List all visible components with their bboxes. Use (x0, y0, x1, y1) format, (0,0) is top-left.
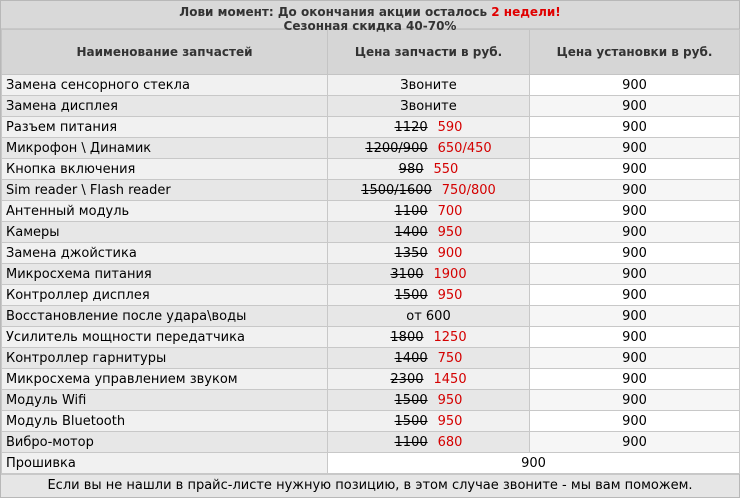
old-price: 1400 (394, 350, 428, 366)
sale-price: 750/800 (441, 182, 496, 198)
part-price (328, 201, 530, 222)
part-price (328, 369, 530, 390)
install-price: 900 (530, 369, 740, 390)
old-price: 3100 (390, 266, 424, 282)
old-price: 1350 (394, 245, 428, 261)
part-name: Камеры (2, 222, 328, 243)
table-row (2, 201, 740, 222)
install-price: 900 (530, 432, 740, 453)
table-row (2, 390, 740, 411)
part-price (328, 285, 530, 306)
table-row (2, 369, 740, 390)
table-row (2, 243, 740, 264)
price-table (1, 29, 740, 474)
old-price: 1100 (394, 434, 428, 450)
sale-price: 1900 (433, 266, 467, 282)
part-price (328, 96, 530, 117)
part-name: Разъем питания (2, 117, 328, 138)
install-price: 900 (530, 348, 740, 369)
part-price (328, 411, 530, 432)
firmware-row (2, 453, 740, 474)
install-price: 900 (530, 411, 740, 432)
table-row (2, 117, 740, 138)
table-row (2, 96, 740, 117)
part-name: Модуль Bluetooth (2, 411, 328, 432)
install-price: 900 (530, 117, 740, 138)
part-name: Восстановление после удара\воды (2, 306, 328, 327)
table-row (2, 411, 740, 432)
old-price: 2300 (390, 371, 424, 387)
part-price (328, 327, 530, 348)
footer-note: Если вы не нашли в прайс-листе нужную позицию, в этом случае звоните - мы вам поможем. (1, 474, 739, 497)
old-price: 1400 (394, 224, 428, 240)
install-price: 900 (530, 180, 740, 201)
table-body (2, 75, 740, 453)
price-note: Звоните (400, 77, 457, 93)
price-note: Звоните (400, 98, 457, 114)
sale-price: 950 (437, 413, 463, 429)
install-price: 900 (530, 264, 740, 285)
part-price (328, 117, 530, 138)
table-row (2, 306, 740, 327)
header-part-price: Цена запчасти в руб. (328, 30, 530, 75)
part-name: Микросхема управлением звуком (2, 369, 328, 390)
part-name: Модуль Wifi (2, 390, 328, 411)
part-name: Вибро-мотор (2, 432, 328, 453)
part-name: Контроллер гарнитуры (2, 348, 328, 369)
install-price: 900 (530, 159, 740, 180)
firmware-price: 900 (328, 453, 740, 474)
promo-line-1 (1, 5, 739, 19)
sale-price: 680 (437, 434, 463, 450)
table-row (2, 180, 740, 201)
table-row (2, 264, 740, 285)
part-name: Замена сенсорного стекла (2, 75, 328, 96)
part-name: Микрофон \ Динамик (2, 138, 328, 159)
table-row (2, 222, 740, 243)
table-row (2, 138, 740, 159)
seasonal-discount: Сезонная скидка 40-70% (283, 19, 457, 33)
sale-price: 950 (437, 392, 463, 408)
install-price: 900 (530, 243, 740, 264)
header-part-name: Наименование запчастей (2, 30, 328, 75)
sale-price: 1250 (433, 329, 467, 345)
part-price (328, 75, 530, 96)
table-row (2, 327, 740, 348)
old-price: 1500 (394, 392, 428, 408)
table-row (2, 348, 740, 369)
old-price: 1120 (394, 119, 428, 135)
sale-price: 950 (437, 287, 463, 303)
install-price: 900 (530, 96, 740, 117)
price-note: от 600 (406, 308, 451, 324)
part-name: Кнопка включения (2, 159, 328, 180)
part-price (328, 222, 530, 243)
install-price: 900 (530, 285, 740, 306)
table-row (2, 285, 740, 306)
promo-deadline: 2 недели! (491, 5, 561, 19)
table-header-row (2, 30, 740, 75)
install-price: 900 (530, 306, 740, 327)
install-price: 900 (530, 138, 740, 159)
part-price (328, 180, 530, 201)
part-price (328, 264, 530, 285)
part-name: Замена дисплея (2, 96, 328, 117)
sale-price: 1450 (433, 371, 467, 387)
install-price: 900 (530, 201, 740, 222)
firmware-name: Прошивка (2, 453, 328, 474)
sale-price: 700 (437, 203, 463, 219)
install-price: 900 (530, 222, 740, 243)
part-name: Микросхема питания (2, 264, 328, 285)
table-row (2, 432, 740, 453)
old-price: 1200/900 (365, 140, 428, 156)
install-price: 900 (530, 75, 740, 96)
sale-price: 650/450 (437, 140, 492, 156)
promo-text: Лови момент: До окончания акции осталось (179, 5, 492, 19)
table-row (2, 75, 740, 96)
sale-price: 950 (437, 224, 463, 240)
part-price (328, 306, 530, 327)
old-price: 1500 (394, 413, 428, 429)
old-price: 980 (398, 161, 424, 177)
part-price (328, 348, 530, 369)
part-price (328, 159, 530, 180)
part-price (328, 138, 530, 159)
sale-price: 900 (437, 245, 463, 261)
old-price: 1800 (390, 329, 424, 345)
table-row (2, 159, 740, 180)
header-install-price: Цена установки в руб. (530, 30, 740, 75)
part-price (328, 243, 530, 264)
old-price: 1500/1600 (361, 182, 432, 198)
old-price: 1500 (394, 287, 428, 303)
part-name: Усилитель мощности передатчика (2, 327, 328, 348)
part-price (328, 390, 530, 411)
sale-price: 550 (433, 161, 459, 177)
sale-price: 590 (437, 119, 463, 135)
part-name: Контроллер дисплея (2, 285, 328, 306)
install-price: 900 (530, 390, 740, 411)
install-price: 900 (530, 327, 740, 348)
sale-price: 750 (437, 350, 463, 366)
part-name: Замена джойстика (2, 243, 328, 264)
promo-banner (1, 1, 739, 33)
old-price: 1100 (394, 203, 428, 219)
part-price (328, 432, 530, 453)
part-name: Sim reader \ Flash reader (2, 180, 328, 201)
part-name: Антенный модуль (2, 201, 328, 222)
